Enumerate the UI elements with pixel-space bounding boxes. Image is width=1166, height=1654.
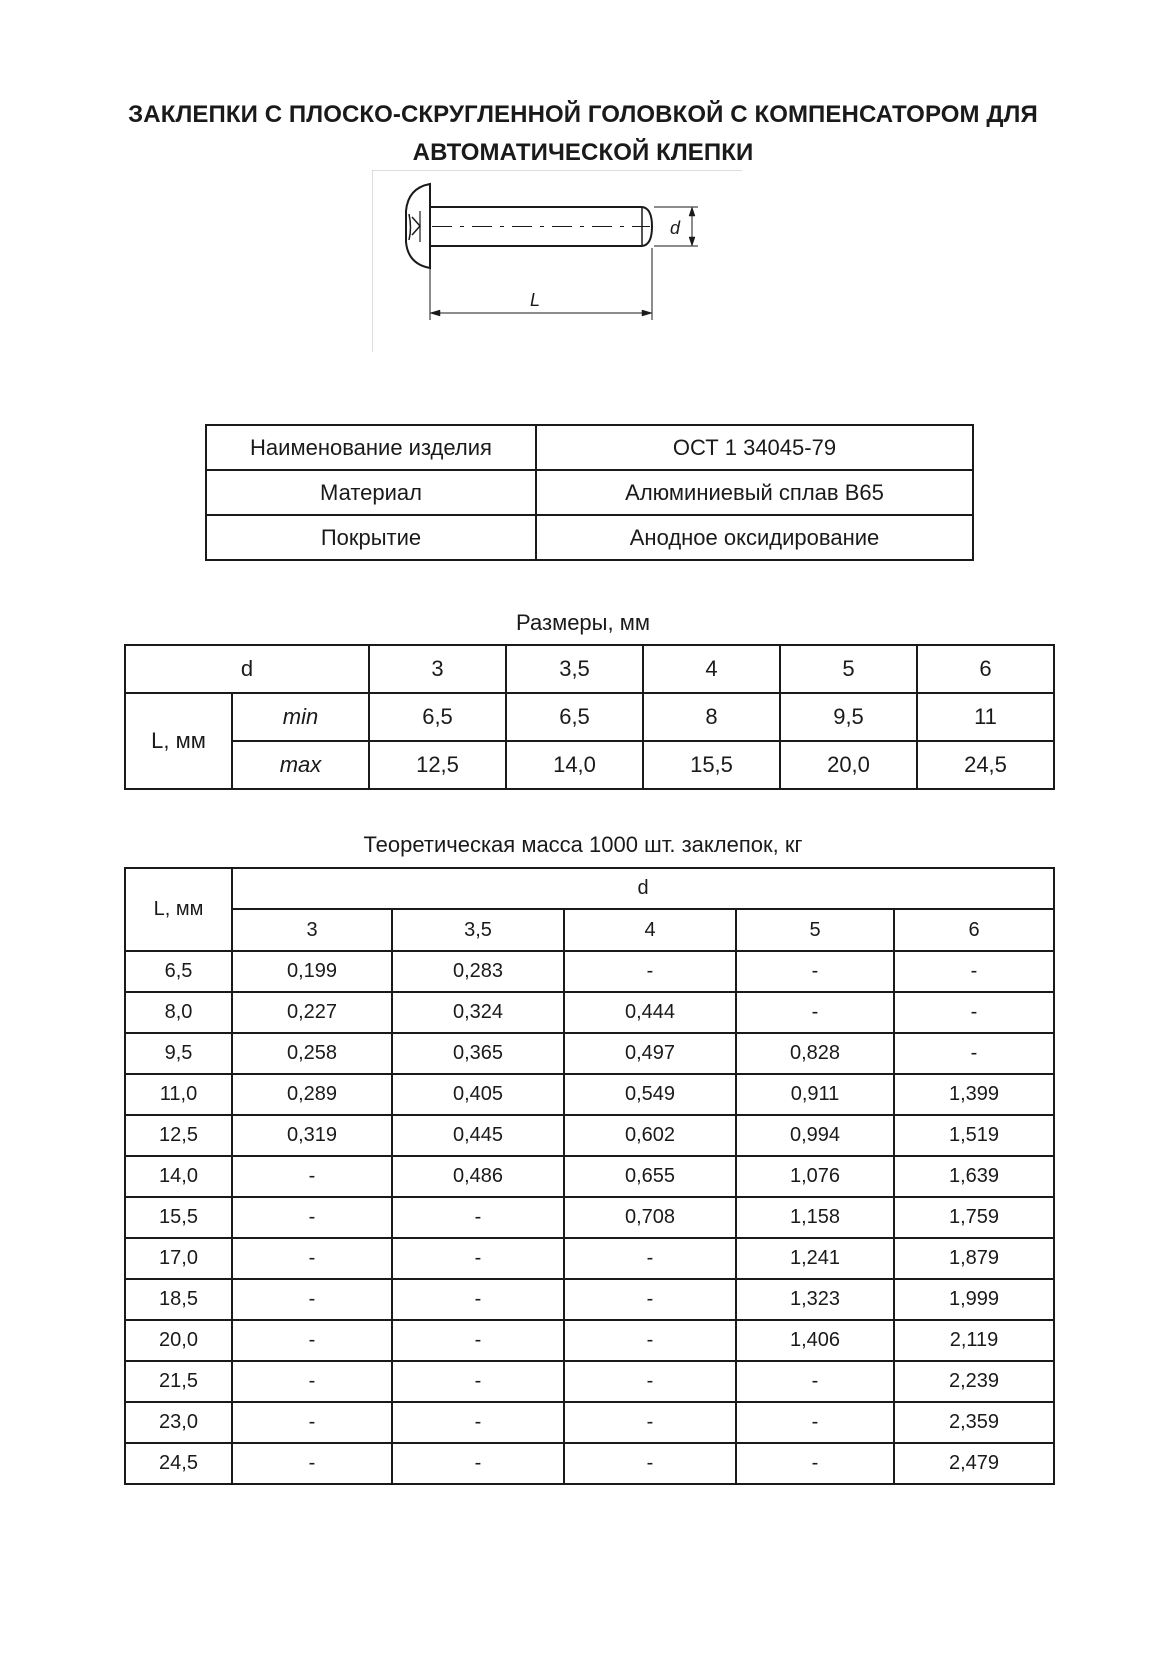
mass-cell: 0,911 bbox=[736, 1074, 894, 1115]
length-cell: 11,0 bbox=[125, 1074, 232, 1115]
d-value: 4 bbox=[643, 645, 780, 693]
mass-cell: 0,708 bbox=[564, 1197, 736, 1238]
mass-cell: 0,319 bbox=[232, 1115, 392, 1156]
properties-table bbox=[205, 424, 974, 561]
length-cell: 21,5 bbox=[125, 1361, 232, 1402]
mass-cell: 0,655 bbox=[564, 1156, 736, 1197]
L-dimension-label: L bbox=[529, 290, 541, 310]
max-value: 20,0 bbox=[780, 741, 917, 789]
d-value: 6 bbox=[917, 645, 1054, 693]
length-cell: 9,5 bbox=[125, 1033, 232, 1074]
table-row bbox=[125, 1197, 1054, 1238]
mass-cell: - bbox=[894, 951, 1054, 992]
mass-cell: - bbox=[232, 1361, 392, 1402]
mass-cell: 2,359 bbox=[894, 1402, 1054, 1443]
mass-cell: 0,497 bbox=[564, 1033, 736, 1074]
table-row bbox=[125, 992, 1054, 1033]
mass-cell: - bbox=[232, 1197, 392, 1238]
mass-cell: - bbox=[232, 1238, 392, 1279]
mass-cell: 1,241 bbox=[736, 1238, 894, 1279]
max-value: 24,5 bbox=[917, 741, 1054, 789]
table-row bbox=[125, 1033, 1054, 1074]
mass-cell: 0,828 bbox=[736, 1033, 894, 1074]
mass-cell: - bbox=[392, 1238, 564, 1279]
mass-cell: - bbox=[564, 1320, 736, 1361]
length-cell: 18,5 bbox=[125, 1279, 232, 1320]
mass-cell: - bbox=[736, 1443, 894, 1484]
d-value: 5 bbox=[736, 909, 894, 951]
table-row bbox=[125, 741, 1054, 789]
mass-cell: - bbox=[392, 1279, 564, 1320]
mass-cell: - bbox=[736, 1402, 894, 1443]
mass-cell: 0,283 bbox=[392, 951, 564, 992]
mass-cell: - bbox=[232, 1443, 392, 1484]
mass-cell: - bbox=[894, 992, 1054, 1033]
mass-cell: 1,999 bbox=[894, 1279, 1054, 1320]
max-value: 15,5 bbox=[643, 741, 780, 789]
mass-cell: - bbox=[564, 1402, 736, 1443]
mass-cell: 0,258 bbox=[232, 1033, 392, 1074]
table-row bbox=[125, 1238, 1054, 1279]
mass-cell: 0,324 bbox=[392, 992, 564, 1033]
max-value: 12,5 bbox=[369, 741, 506, 789]
max-label: max bbox=[232, 741, 369, 789]
length-cell: 17,0 bbox=[125, 1238, 232, 1279]
mass-cell: 0,549 bbox=[564, 1074, 736, 1115]
mass-cell: 0,365 bbox=[392, 1033, 564, 1074]
property-value: Алюминиевый сплав В65 bbox=[536, 470, 973, 515]
mass-cell: 0,289 bbox=[232, 1074, 392, 1115]
mass-cell: - bbox=[392, 1402, 564, 1443]
L-header: L, мм bbox=[125, 693, 232, 789]
mass-cell: - bbox=[392, 1443, 564, 1484]
mass-cell: - bbox=[392, 1320, 564, 1361]
mass-cell: 1,158 bbox=[736, 1197, 894, 1238]
page-title bbox=[0, 96, 1166, 172]
table-row bbox=[206, 470, 973, 515]
min-value: 9,5 bbox=[780, 693, 917, 741]
length-cell: 14,0 bbox=[125, 1156, 232, 1197]
mass-cell: 1,323 bbox=[736, 1279, 894, 1320]
mass-cell: 0,994 bbox=[736, 1115, 894, 1156]
length-cell: 8,0 bbox=[125, 992, 232, 1033]
max-value: 14,0 bbox=[506, 741, 643, 789]
d-value: 3 bbox=[232, 909, 392, 951]
min-label: min bbox=[232, 693, 369, 741]
d-value: 3,5 bbox=[392, 909, 564, 951]
mass-cell: 1,519 bbox=[894, 1115, 1054, 1156]
table-row bbox=[125, 1320, 1054, 1361]
property-name: Материал bbox=[206, 470, 536, 515]
table-row bbox=[125, 1156, 1054, 1197]
d-header: d bbox=[125, 645, 369, 693]
d-value: 6 bbox=[894, 909, 1054, 951]
length-cell: 23,0 bbox=[125, 1402, 232, 1443]
mass-cell: 1,399 bbox=[894, 1074, 1054, 1115]
mass-cell: 0,405 bbox=[392, 1074, 564, 1115]
property-value: Анодное оксидирование bbox=[536, 515, 973, 560]
mass-cell: 1,639 bbox=[894, 1156, 1054, 1197]
mass-cell: - bbox=[232, 1279, 392, 1320]
mass-cell: 0,199 bbox=[232, 951, 392, 992]
rivet-drawing bbox=[372, 170, 742, 352]
d-value: 3 bbox=[369, 645, 506, 693]
min-value: 6,5 bbox=[369, 693, 506, 741]
table-row bbox=[206, 515, 973, 560]
min-value: 6,5 bbox=[506, 693, 643, 741]
mass-cell: 0,444 bbox=[564, 992, 736, 1033]
table-row bbox=[125, 693, 1054, 741]
length-cell: 20,0 bbox=[125, 1320, 232, 1361]
mass-cell: 1,879 bbox=[894, 1238, 1054, 1279]
property-name: Покрытие bbox=[206, 515, 536, 560]
title-line-2: АВТОМАТИЧЕСКОЙ КЛЕПКИ bbox=[412, 139, 754, 166]
table-row bbox=[125, 1402, 1054, 1443]
mass-cell: - bbox=[564, 951, 736, 992]
mass-cell: 0,227 bbox=[232, 992, 392, 1033]
sizes-caption: Размеры, мм bbox=[516, 610, 650, 635]
mass-cell: 0,602 bbox=[564, 1115, 736, 1156]
length-cell: 12,5 bbox=[125, 1115, 232, 1156]
d-header: d bbox=[232, 868, 1054, 909]
table-row bbox=[125, 645, 1054, 693]
table-row bbox=[125, 1115, 1054, 1156]
mass-cell: 0,445 bbox=[392, 1115, 564, 1156]
property-name: Наименование изделия bbox=[206, 425, 536, 470]
mass-cell: 1,759 bbox=[894, 1197, 1054, 1238]
mass-cell: - bbox=[232, 1320, 392, 1361]
d-value: 5 bbox=[780, 645, 917, 693]
mass-cell: - bbox=[564, 1279, 736, 1320]
title-line-1: ЗАКЛЕПКИ С ПЛОСКО-СКРУГЛЕННОЙ ГОЛОВКОЙ С КОМПЕНСАТОРОМ ДЛЯ bbox=[128, 101, 1038, 128]
table-row bbox=[206, 425, 973, 470]
length-cell: 15,5 bbox=[125, 1197, 232, 1238]
property-value: ОСТ 1 34045-79 bbox=[536, 425, 973, 470]
d-dimension-label: d bbox=[669, 218, 681, 238]
mass-cell: - bbox=[736, 1361, 894, 1402]
mass-cell: - bbox=[392, 1197, 564, 1238]
mass-cell: - bbox=[232, 1402, 392, 1443]
L-header: L, мм bbox=[125, 868, 232, 951]
mass-cell: - bbox=[232, 1156, 392, 1197]
mass-cell: - bbox=[894, 1033, 1054, 1074]
d-value: 3,5 bbox=[506, 645, 643, 693]
table-row bbox=[125, 1279, 1054, 1320]
table-row bbox=[125, 1074, 1054, 1115]
mass-table bbox=[124, 867, 1055, 1485]
mass-caption: Теоретическая масса 1000 шт. заклепок, кг bbox=[363, 832, 803, 857]
mass-cell: - bbox=[736, 951, 894, 992]
mass-cell: - bbox=[564, 1443, 736, 1484]
mass-cell: - bbox=[392, 1361, 564, 1402]
length-cell: 24,5 bbox=[125, 1443, 232, 1484]
mass-cell: 1,076 bbox=[736, 1156, 894, 1197]
table-row bbox=[125, 951, 1054, 992]
length-cell: 6,5 bbox=[125, 951, 232, 992]
mass-cell: 1,406 bbox=[736, 1320, 894, 1361]
mass-cell: 2,119 bbox=[894, 1320, 1054, 1361]
table-row bbox=[125, 1361, 1054, 1402]
mass-cell: 2,479 bbox=[894, 1443, 1054, 1484]
mass-cell: - bbox=[736, 992, 894, 1033]
mass-cell: - bbox=[564, 1238, 736, 1279]
table-row bbox=[125, 1443, 1054, 1484]
min-value: 8 bbox=[643, 693, 780, 741]
mass-cell: 0,486 bbox=[392, 1156, 564, 1197]
table-row bbox=[125, 868, 1054, 909]
mass-cell: 2,239 bbox=[894, 1361, 1054, 1402]
min-value: 11 bbox=[917, 693, 1054, 741]
d-value: 4 bbox=[564, 909, 736, 951]
table-row bbox=[125, 909, 1054, 951]
sizes-table bbox=[124, 644, 1055, 790]
mass-cell: - bbox=[564, 1361, 736, 1402]
